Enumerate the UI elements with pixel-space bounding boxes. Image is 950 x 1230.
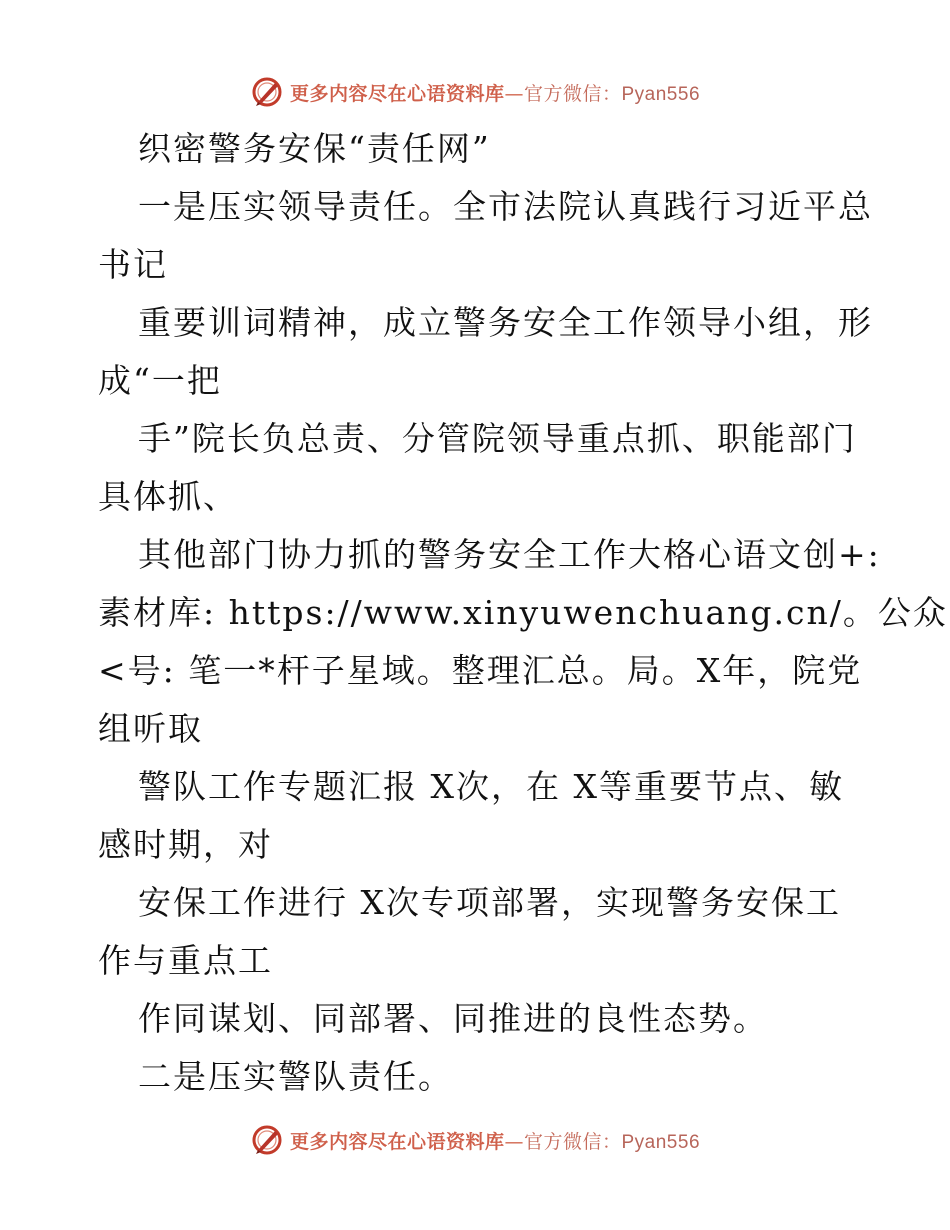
document-body	[98, 120, 948, 1106]
banner-text	[290, 79, 700, 106]
banner-sub-text: 官方微信：	[523, 82, 622, 105]
banner-main-text: 更多内容尽在心语资料库	[289, 82, 505, 105]
pen-logo-icon	[250, 1123, 284, 1157]
body-line: 书记	[98, 245, 168, 284]
body-line: 成“一把	[98, 361, 222, 400]
body-line: 组听取	[98, 709, 203, 748]
body-line: 二是压实警队责任。	[138, 1057, 453, 1096]
body-line: 作与重点工	[98, 941, 273, 980]
body-line: 感时期，对	[98, 825, 273, 864]
body-line: 具体抓、	[98, 477, 238, 516]
banner-main-text: 更多内容尽在心语资料库	[289, 1130, 505, 1153]
banner-wechat-id: Pyan556	[621, 83, 701, 105]
body-line: <号: 笔一*杆子星域。整理汇总。局。X年，院党	[98, 651, 863, 690]
body-line: 一是压实领导责任。全市法院认真践行习近平总	[138, 187, 873, 226]
body-line: 织密警务安保“责任网”	[138, 129, 491, 168]
header-banner	[0, 72, 950, 112]
banner-text	[290, 1127, 700, 1154]
body-line: 警队工作专题汇报 X次，在 X等重要节点、敏	[138, 767, 844, 806]
banner-dash: —	[504, 1130, 524, 1153]
body-line: 素材库: https://www.xinyuwenchuang.cn/。公众	[98, 593, 948, 632]
banner-dash: —	[504, 82, 524, 105]
body-line: 作同谋划、同部署、同推进的良性态势。	[138, 999, 768, 1038]
body-line: 安保工作进行 X次专项部署，实现警务安保工	[138, 883, 841, 922]
body-line: 手”院长负总责、分管院领导重点抓、职能部门	[138, 419, 857, 458]
footer-banner	[0, 1120, 950, 1160]
pen-logo-icon	[250, 75, 284, 109]
banner-wechat-id: Pyan556	[621, 1131, 701, 1153]
body-line: 其他部门协力抓的警务安全工作大格心语文创+:	[138, 535, 881, 574]
body-line: 重要训词精神，成立警务安全工作领导小组，形	[138, 303, 873, 342]
banner-sub-text: 官方微信：	[523, 1130, 622, 1153]
